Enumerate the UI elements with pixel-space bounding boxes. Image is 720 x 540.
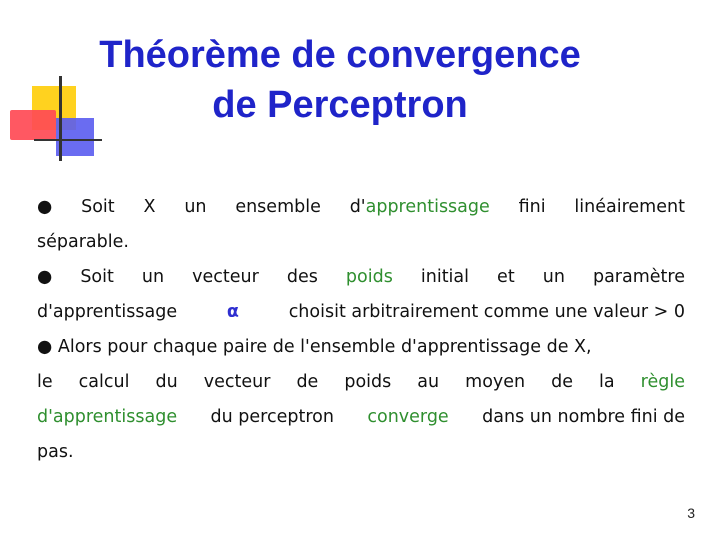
word: d' — [349, 197, 366, 217]
word: poids — [344, 372, 392, 392]
bullet-icon: ● — [37, 267, 53, 287]
horizontal-line-decoration — [34, 139, 102, 141]
bullet-3-line-2 — [37, 365, 685, 400]
alpha-symbol: α — [226, 302, 239, 322]
word: Soit — [81, 197, 115, 217]
word: des — [286, 267, 318, 287]
bullet-2-line-1 — [37, 260, 685, 295]
bullet-icon: ● — [37, 337, 53, 357]
word: fini — [518, 197, 546, 217]
word: le — [37, 372, 53, 392]
bullet-3-line-1 — [37, 330, 685, 365]
bullet-item-1 — [37, 190, 685, 260]
slide-title — [40, 30, 640, 130]
bullet-item-3 — [37, 330, 685, 470]
bullet-3-line-3 — [37, 400, 685, 435]
slide-body — [37, 190, 685, 470]
word: initial — [420, 267, 469, 287]
highlighted-term: apprentissage — [365, 197, 490, 217]
page-number: 3 — [687, 505, 695, 521]
word: X — [143, 197, 156, 217]
word: la — [599, 372, 615, 392]
highlighted-term: poids — [345, 267, 393, 287]
bullet-1-line-2: séparable. — [37, 232, 129, 252]
word: moyen — [465, 372, 526, 392]
word: de — [551, 372, 574, 392]
word: d'apprentissage — [37, 302, 178, 322]
text: dans un nombre fini de — [482, 407, 685, 427]
bullet-3-line-4: pas. — [37, 442, 74, 462]
bullet-1-line-1 — [37, 190, 685, 225]
word: ensemble — [235, 197, 321, 217]
word: linéairement — [574, 197, 685, 217]
bullet-icon: ● — [37, 197, 53, 217]
word: vecteur — [203, 372, 271, 392]
word: au — [417, 372, 440, 392]
word: un — [542, 267, 565, 287]
word: et — [497, 267, 515, 287]
word: calcul — [78, 372, 130, 392]
highlighted-term: converge — [367, 407, 449, 427]
highlighted-term: d'apprentissage — [37, 407, 178, 427]
word-group — [350, 190, 490, 225]
title-line-2: de Perceptron — [212, 84, 468, 126]
title-line-1: Théorème de convergence — [99, 34, 581, 76]
word: un — [141, 267, 165, 287]
bullet-2-line-2 — [37, 295, 685, 330]
word: vecteur — [192, 267, 259, 287]
word: du — [155, 372, 178, 392]
bullet-item-2 — [37, 260, 685, 330]
word: de — [296, 372, 319, 392]
text: choisit arbitrairement comme une valeur > 0 — [288, 302, 685, 322]
highlighted-term: règle — [640, 372, 685, 392]
text: Alors pour chaque paire de l'ensemble d'apprentissage de X, — [57, 337, 592, 357]
word: paramètre — [592, 267, 685, 287]
word: Soit — [80, 267, 114, 287]
text: du perceptron — [210, 407, 334, 427]
word: un — [184, 197, 207, 217]
